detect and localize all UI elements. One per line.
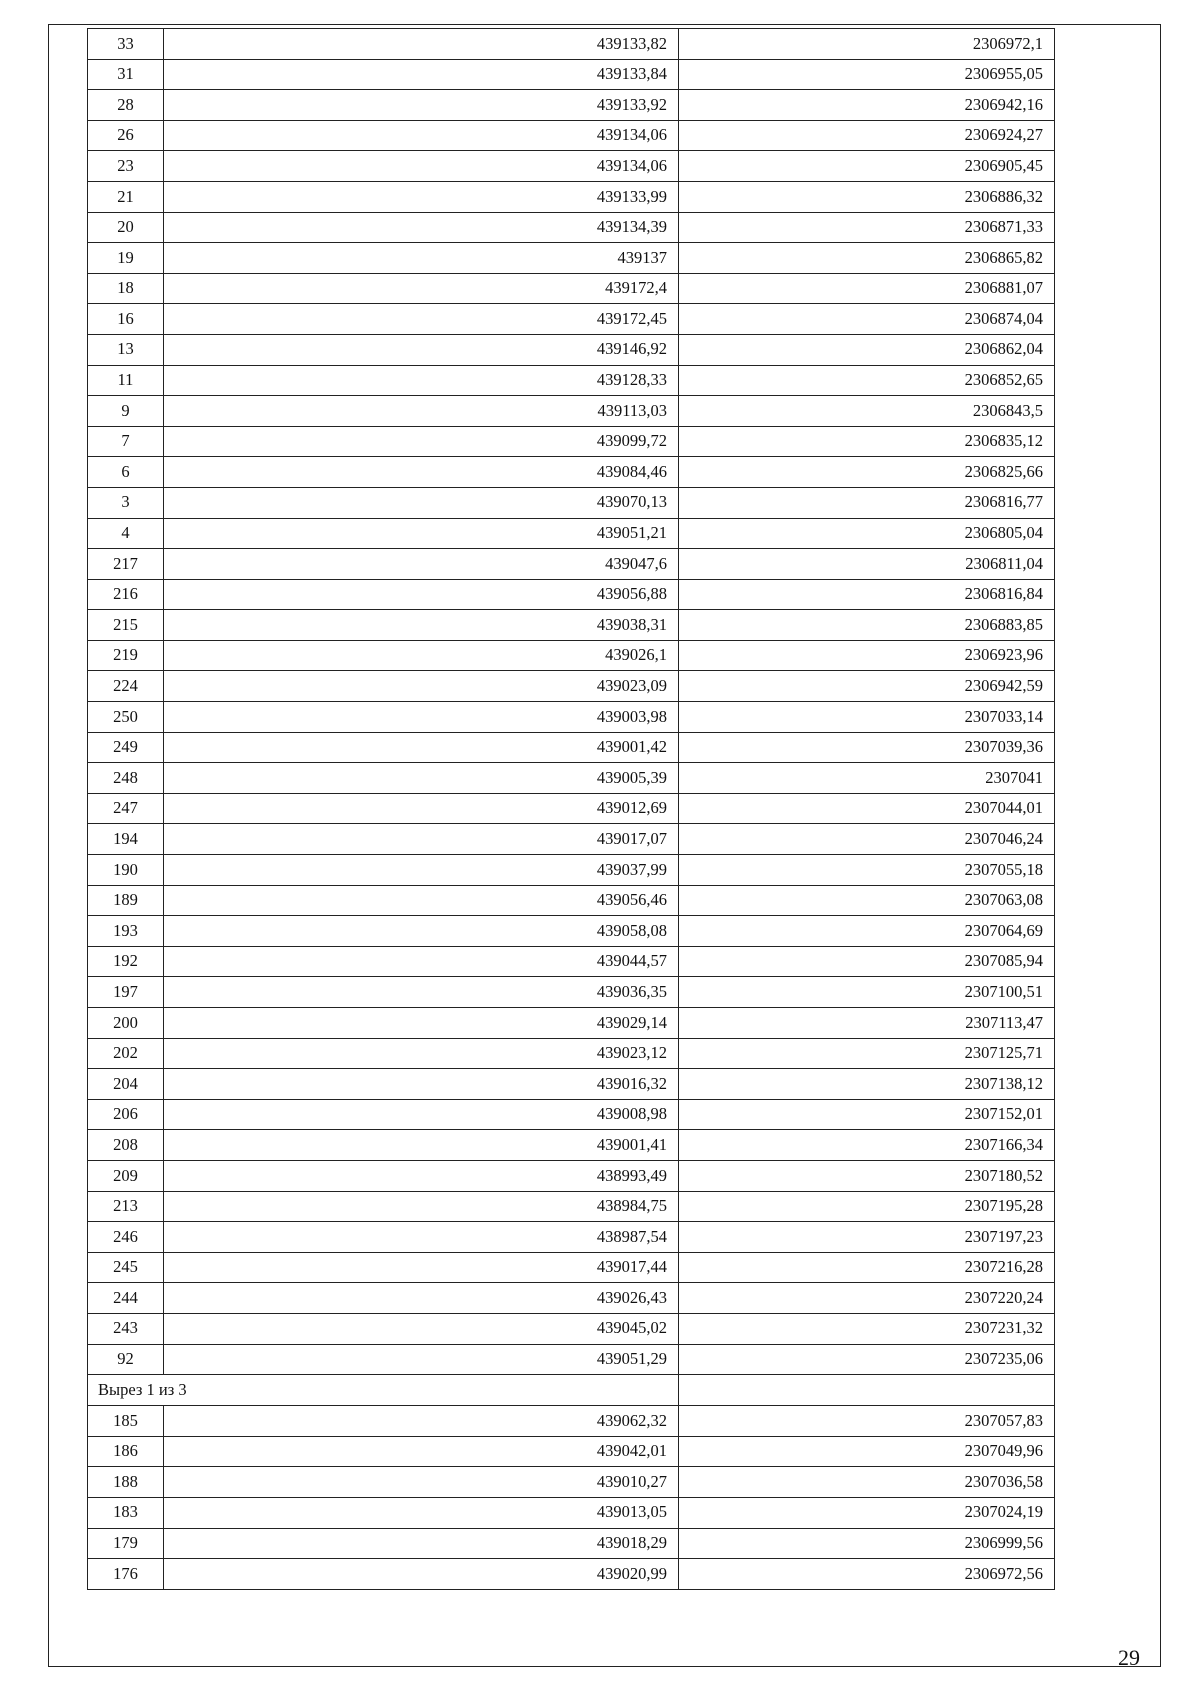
x-coordinate-cell: 439029,14 — [164, 1008, 679, 1039]
point-number-cell: 13 — [88, 334, 164, 365]
table-row — [88, 1252, 1055, 1283]
x-coordinate-cell: 439146,92 — [164, 334, 679, 365]
point-number-cell: 215 — [88, 610, 164, 641]
x-coordinate-cell: 439042,01 — [164, 1436, 679, 1467]
point-number-cell: 206 — [88, 1099, 164, 1130]
table-row — [88, 1099, 1055, 1130]
y-coordinate-cell: 2306852,65 — [679, 365, 1055, 396]
point-number-cell: 188 — [88, 1467, 164, 1498]
table-row — [88, 457, 1055, 488]
y-coordinate-cell: 2306942,59 — [679, 671, 1055, 702]
x-coordinate-cell: 439005,39 — [164, 763, 679, 794]
y-coordinate-cell: 2307100,51 — [679, 977, 1055, 1008]
x-coordinate-cell: 439172,45 — [164, 304, 679, 335]
y-coordinate-cell: 2307039,36 — [679, 732, 1055, 763]
table-row — [88, 29, 1055, 60]
table-row — [88, 334, 1055, 365]
point-number-cell: 213 — [88, 1191, 164, 1222]
point-number-cell: 248 — [88, 763, 164, 794]
coordinates-table-body-b — [88, 1406, 1055, 1590]
x-coordinate-cell: 439056,46 — [164, 885, 679, 916]
y-coordinate-cell: 2307235,06 — [679, 1344, 1055, 1375]
point-number-cell: 204 — [88, 1069, 164, 1100]
table-row — [88, 151, 1055, 182]
x-coordinate-cell: 439099,72 — [164, 426, 679, 457]
x-coordinate-cell: 439133,82 — [164, 29, 679, 60]
point-number-cell: 244 — [88, 1283, 164, 1314]
table-row — [88, 549, 1055, 580]
y-coordinate-cell: 2306972,56 — [679, 1559, 1055, 1590]
point-number-cell: 23 — [88, 151, 164, 182]
y-coordinate-cell: 2306999,56 — [679, 1528, 1055, 1559]
y-coordinate-cell: 2306843,5 — [679, 396, 1055, 427]
x-coordinate-cell: 439070,13 — [164, 487, 679, 518]
point-number-cell: 247 — [88, 793, 164, 824]
x-coordinate-cell: 439062,32 — [164, 1406, 679, 1437]
y-coordinate-cell: 2307044,01 — [679, 793, 1055, 824]
table-row — [88, 304, 1055, 335]
y-coordinate-cell: 2306865,82 — [679, 243, 1055, 274]
table-row — [88, 1008, 1055, 1039]
table-row — [88, 212, 1055, 243]
table-row — [88, 365, 1055, 396]
y-coordinate-cell: 2306871,33 — [679, 212, 1055, 243]
x-coordinate-cell: 439056,88 — [164, 579, 679, 610]
point-number-cell: 194 — [88, 824, 164, 855]
table-row — [88, 1130, 1055, 1161]
y-coordinate-cell: 2307036,58 — [679, 1467, 1055, 1498]
table-row — [88, 885, 1055, 916]
x-coordinate-cell: 439013,05 — [164, 1497, 679, 1528]
table-row — [88, 916, 1055, 947]
y-coordinate-cell: 2306905,45 — [679, 151, 1055, 182]
y-coordinate-cell: 2307138,12 — [679, 1069, 1055, 1100]
point-number-cell: 21 — [88, 181, 164, 212]
x-coordinate-cell: 439020,99 — [164, 1559, 679, 1590]
coordinates-table — [87, 28, 1055, 1590]
y-coordinate-cell: 2307041 — [679, 763, 1055, 794]
x-coordinate-cell: 439001,42 — [164, 732, 679, 763]
table-row — [88, 396, 1055, 427]
x-coordinate-cell: 439003,98 — [164, 702, 679, 733]
table-row — [88, 1222, 1055, 1253]
table-row — [88, 763, 1055, 794]
y-coordinate-cell: 2306923,96 — [679, 640, 1055, 671]
table-row — [88, 273, 1055, 304]
x-coordinate-cell: 439017,07 — [164, 824, 679, 855]
table-row — [88, 1497, 1055, 1528]
y-coordinate-cell: 2307197,23 — [679, 1222, 1055, 1253]
point-number-cell: 245 — [88, 1252, 164, 1283]
x-coordinate-cell: 439012,69 — [164, 793, 679, 824]
point-number-cell: 249 — [88, 732, 164, 763]
x-coordinate-cell: 439016,32 — [164, 1069, 679, 1100]
table-row — [88, 793, 1055, 824]
point-number-cell: 200 — [88, 1008, 164, 1039]
x-coordinate-cell: 439023,12 — [164, 1038, 679, 1069]
x-coordinate-cell: 439133,84 — [164, 59, 679, 90]
point-number-cell: 246 — [88, 1222, 164, 1253]
y-coordinate-cell: 2306883,85 — [679, 610, 1055, 641]
coordinates-table-body-a — [88, 29, 1055, 1375]
x-coordinate-cell: 439084,46 — [164, 457, 679, 488]
table-row — [88, 702, 1055, 733]
table-row — [88, 1191, 1055, 1222]
point-number-cell: 183 — [88, 1497, 164, 1528]
point-number-cell: 92 — [88, 1344, 164, 1375]
y-coordinate-cell: 2307046,24 — [679, 824, 1055, 855]
y-coordinate-cell: 2307231,32 — [679, 1313, 1055, 1344]
point-number-cell: 179 — [88, 1528, 164, 1559]
point-number-cell: 219 — [88, 640, 164, 671]
point-number-cell: 11 — [88, 365, 164, 396]
table-row — [88, 1160, 1055, 1191]
x-coordinate-cell: 439172,4 — [164, 273, 679, 304]
y-coordinate-cell: 2306924,27 — [679, 120, 1055, 151]
table-row — [88, 1344, 1055, 1375]
table-row — [88, 732, 1055, 763]
table-row — [88, 640, 1055, 671]
point-number-cell: 186 — [88, 1436, 164, 1467]
point-number-cell: 18 — [88, 273, 164, 304]
y-coordinate-cell: 2307216,28 — [679, 1252, 1055, 1283]
y-coordinate-cell: 2307057,83 — [679, 1406, 1055, 1437]
y-coordinate-cell: 2307033,14 — [679, 702, 1055, 733]
point-number-cell: 33 — [88, 29, 164, 60]
point-number-cell: 190 — [88, 855, 164, 886]
table-row — [88, 1559, 1055, 1590]
table-row — [88, 855, 1055, 886]
point-number-cell: 189 — [88, 885, 164, 916]
y-coordinate-cell: 2306874,04 — [679, 304, 1055, 335]
point-number-cell: 185 — [88, 1406, 164, 1437]
x-coordinate-cell: 438993,49 — [164, 1160, 679, 1191]
y-coordinate-cell: 2306835,12 — [679, 426, 1055, 457]
y-coordinate-cell: 2306816,84 — [679, 579, 1055, 610]
y-coordinate-cell: 2306881,07 — [679, 273, 1055, 304]
y-coordinate-cell: 2307049,96 — [679, 1436, 1055, 1467]
table-row — [88, 59, 1055, 90]
table-row — [88, 426, 1055, 457]
x-coordinate-cell: 439008,98 — [164, 1099, 679, 1130]
x-coordinate-cell: 439044,57 — [164, 946, 679, 977]
y-coordinate-cell: 2307125,71 — [679, 1038, 1055, 1069]
point-number-cell: 4 — [88, 518, 164, 549]
table-row — [88, 1069, 1055, 1100]
point-number-cell: 176 — [88, 1559, 164, 1590]
point-number-cell: 202 — [88, 1038, 164, 1069]
table-row — [88, 610, 1055, 641]
x-coordinate-cell: 439047,6 — [164, 549, 679, 580]
table-row — [88, 1528, 1055, 1559]
table-row — [88, 1467, 1055, 1498]
point-number-cell: 19 — [88, 243, 164, 274]
point-number-cell: 216 — [88, 579, 164, 610]
table-row — [88, 1283, 1055, 1314]
y-coordinate-cell: 2307024,19 — [679, 1497, 1055, 1528]
x-coordinate-cell: 439017,44 — [164, 1252, 679, 1283]
point-number-cell: 20 — [88, 212, 164, 243]
table-row — [88, 1313, 1055, 1344]
x-coordinate-cell: 439023,09 — [164, 671, 679, 702]
point-number-cell: 9 — [88, 396, 164, 427]
section-row — [88, 1375, 1055, 1406]
x-coordinate-cell: 439038,31 — [164, 610, 679, 641]
x-coordinate-cell: 439128,33 — [164, 365, 679, 396]
x-coordinate-cell: 439026,43 — [164, 1283, 679, 1314]
x-coordinate-cell: 439026,1 — [164, 640, 679, 671]
point-number-cell: 6 — [88, 457, 164, 488]
point-number-cell: 224 — [88, 671, 164, 702]
y-coordinate-cell: 2306942,16 — [679, 90, 1055, 121]
y-coordinate-cell: 2306886,32 — [679, 181, 1055, 212]
y-coordinate-cell: 2307152,01 — [679, 1099, 1055, 1130]
table-row — [88, 120, 1055, 151]
point-number-cell: 193 — [88, 916, 164, 947]
x-coordinate-cell: 439036,35 — [164, 977, 679, 1008]
table-row — [88, 181, 1055, 212]
x-coordinate-cell: 439137 — [164, 243, 679, 274]
y-coordinate-cell: 2306816,77 — [679, 487, 1055, 518]
x-coordinate-cell: 439018,29 — [164, 1528, 679, 1559]
x-coordinate-cell: 439051,29 — [164, 1344, 679, 1375]
point-number-cell: 243 — [88, 1313, 164, 1344]
y-coordinate-cell: 2307166,34 — [679, 1130, 1055, 1161]
y-coordinate-cell: 2307180,52 — [679, 1160, 1055, 1191]
point-number-cell: 28 — [88, 90, 164, 121]
x-coordinate-cell: 438987,54 — [164, 1222, 679, 1253]
point-number-cell: 3 — [88, 487, 164, 518]
section-row-group — [88, 1375, 1055, 1406]
table-row — [88, 824, 1055, 855]
x-coordinate-cell: 439113,03 — [164, 396, 679, 427]
x-coordinate-cell: 439134,39 — [164, 212, 679, 243]
x-coordinate-cell: 439133,92 — [164, 90, 679, 121]
x-coordinate-cell: 439051,21 — [164, 518, 679, 549]
x-coordinate-cell: 439045,02 — [164, 1313, 679, 1344]
point-number-cell: 7 — [88, 426, 164, 457]
table-row — [88, 1406, 1055, 1437]
x-coordinate-cell: 439134,06 — [164, 151, 679, 182]
point-number-cell: 209 — [88, 1160, 164, 1191]
y-coordinate-cell: 2307195,28 — [679, 1191, 1055, 1222]
point-number-cell: 208 — [88, 1130, 164, 1161]
x-coordinate-cell: 439010,27 — [164, 1467, 679, 1498]
point-number-cell: 31 — [88, 59, 164, 90]
y-coordinate-cell: 2306825,66 — [679, 457, 1055, 488]
table-row — [88, 1038, 1055, 1069]
x-coordinate-cell: 439037,99 — [164, 855, 679, 886]
y-coordinate-cell: 2306805,04 — [679, 518, 1055, 549]
x-coordinate-cell: 438984,75 — [164, 1191, 679, 1222]
y-coordinate-cell: 2307113,47 — [679, 1008, 1055, 1039]
section-label: Вырез 1 из 3 — [88, 1375, 679, 1406]
y-coordinate-cell: 2307085,94 — [679, 946, 1055, 977]
x-coordinate-cell: 439133,99 — [164, 181, 679, 212]
y-coordinate-cell: 2307055,18 — [679, 855, 1055, 886]
point-number-cell: 250 — [88, 702, 164, 733]
x-coordinate-cell: 439001,41 — [164, 1130, 679, 1161]
y-coordinate-cell: 2306811,04 — [679, 549, 1055, 580]
table-row — [88, 671, 1055, 702]
point-number-cell: 16 — [88, 304, 164, 335]
section-empty-cell — [679, 1375, 1055, 1406]
y-coordinate-cell: 2306862,04 — [679, 334, 1055, 365]
y-coordinate-cell: 2307064,69 — [679, 916, 1055, 947]
point-number-cell: 26 — [88, 120, 164, 151]
table-row — [88, 90, 1055, 121]
table-row — [88, 1436, 1055, 1467]
y-coordinate-cell: 2307063,08 — [679, 885, 1055, 916]
y-coordinate-cell: 2306955,05 — [679, 59, 1055, 90]
table-row — [88, 487, 1055, 518]
table-row — [88, 946, 1055, 977]
table-row — [88, 977, 1055, 1008]
table-row — [88, 579, 1055, 610]
x-coordinate-cell: 439058,08 — [164, 916, 679, 947]
point-number-cell: 197 — [88, 977, 164, 1008]
x-coordinate-cell: 439134,06 — [164, 120, 679, 151]
y-coordinate-cell: 2306972,1 — [679, 29, 1055, 60]
page-number: 29 — [1118, 1645, 1140, 1670]
table-row — [88, 518, 1055, 549]
point-number-cell: 192 — [88, 946, 164, 977]
table-row — [88, 243, 1055, 274]
point-number-cell: 217 — [88, 549, 164, 580]
y-coordinate-cell: 2307220,24 — [679, 1283, 1055, 1314]
